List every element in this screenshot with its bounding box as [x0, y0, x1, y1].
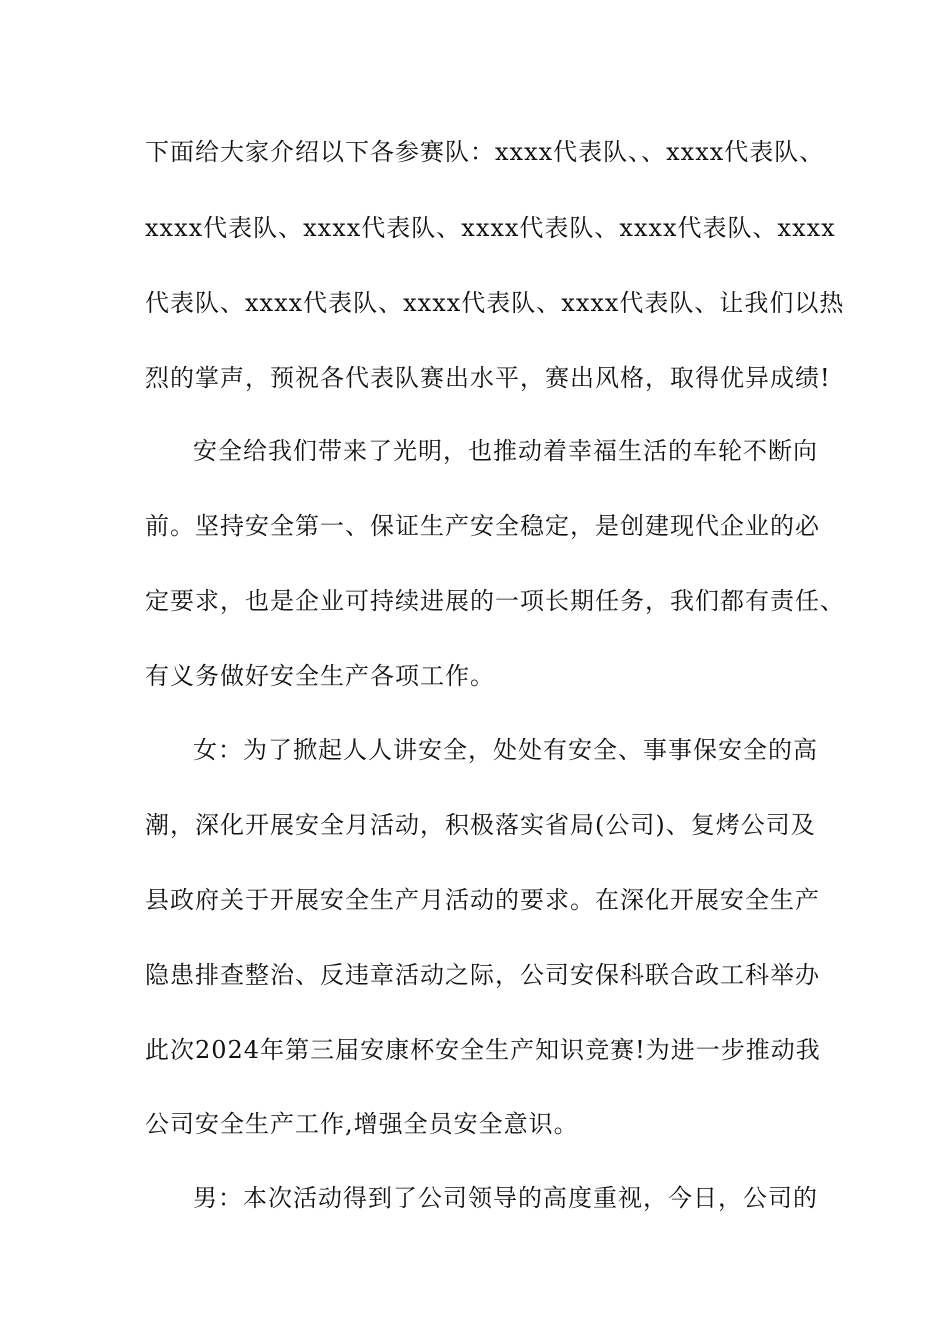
- text-line: 潮，深化开展安全月活动，积极落实省局(公司)、复烤公司及: [145, 811, 816, 839]
- text-line: 隐患排查整治、反违章活动之际，公司安保科联合政工科举办: [145, 961, 820, 989]
- text-line: xxxx代表队、xxxx代表队、xxxx代表队、xxxx代表队、xxxx: [145, 214, 836, 242]
- text-line: 县政府关于开展安全生产月活动的要求。在深化开展安全生产: [145, 886, 820, 914]
- paragraph-first-line: 男：本次活动得到了公司领导的高度重视，今日，公司的: [193, 1184, 818, 1212]
- paragraph-first-line: 女：为了掀起人人讲安全，处处有安全、事事保安全的高: [193, 736, 818, 764]
- text-line: 代表队、xxxx代表队、xxxx代表队、xxxx代表队、让我们以热: [145, 289, 845, 317]
- text-line: 下面给大家介绍以下各参赛队：xxxx代表队、、xxxx代表队、: [145, 138, 825, 166]
- text-line: 烈的掌声，预祝各代表队赛出水平，赛出风格，取得优异成绩!: [145, 364, 831, 392]
- text-line: 前。坚持安全第一、保证生产安全稳定，是创建现代企业的必: [145, 512, 820, 540]
- text-line: 有义务做好安全生产各项工作。: [145, 662, 495, 690]
- text-line: 此次2024年第三届安康杯安全生产知识竞赛!为进一步推动我: [145, 1036, 821, 1064]
- paragraph-first-line: 安全给我们带来了光明，也推动着幸福生活的车轮不断向: [193, 437, 818, 465]
- text-line: 公司安全生产工作,增强全员安全意识。: [145, 1110, 579, 1138]
- text-line: 定要求，也是企业可持续进展的一项长期任务，我们都有责任、: [145, 587, 845, 615]
